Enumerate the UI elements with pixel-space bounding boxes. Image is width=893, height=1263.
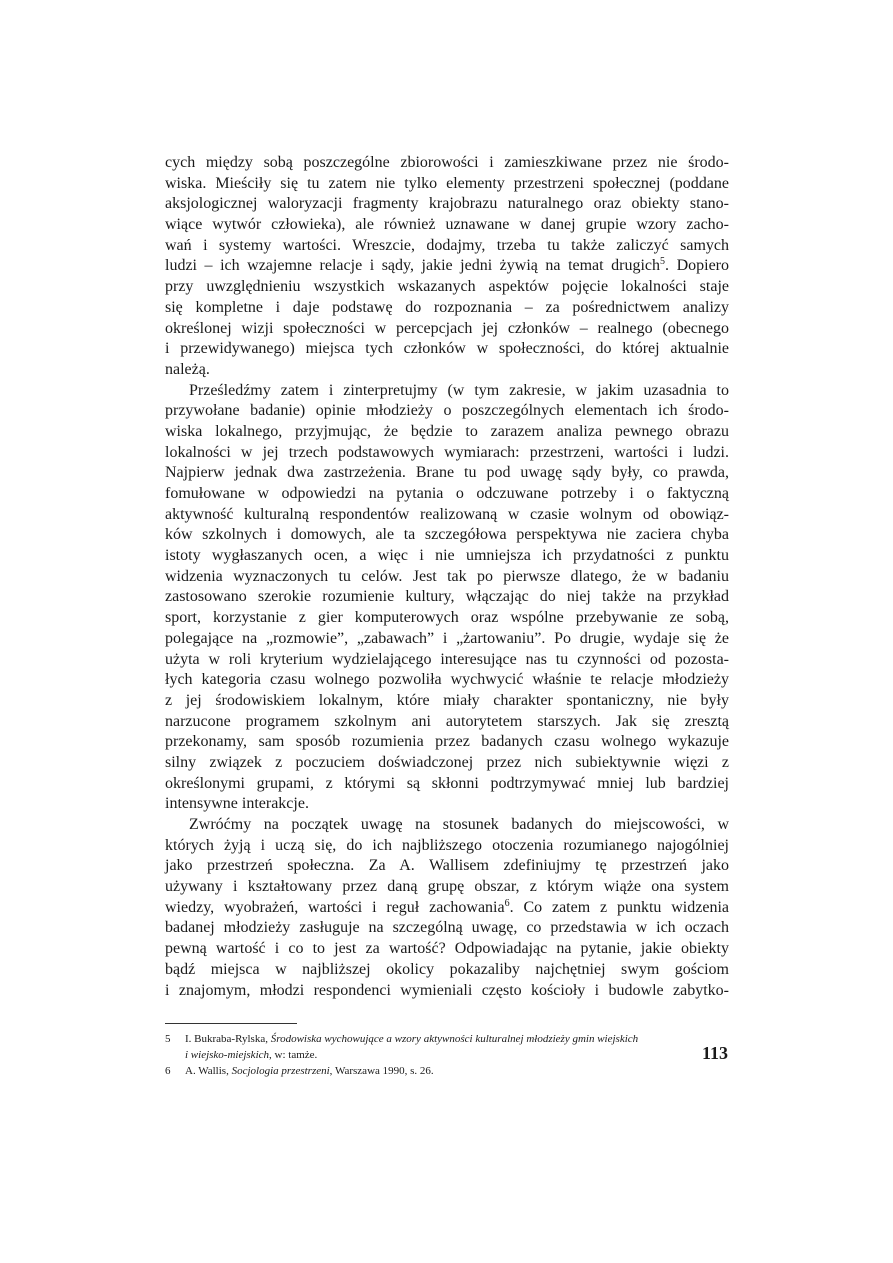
text-line: z jej środowiskiem lokalnym, które miały charakter spontaniczny, nie były: [165, 691, 729, 709]
text-line: intensywne interakcje.: [165, 795, 309, 813]
text-line: wiedzy, wyobrażeń, wartości i reguł zachowania$^6$. Co zatem z punktu widzenia: [165, 897, 729, 916]
footnote-6: [165, 1063, 729, 1079]
footnote-number: 5: [165, 1033, 171, 1045]
footnote-rest: , w: tamże.: [269, 1049, 318, 1061]
text-line: Najpierw jednak dwa zastrzeżenia. Brane tu pod uwagę sądy były, co prawda,: [165, 464, 729, 482]
footnote-text: [185, 1063, 434, 1079]
text-line: sport, korzystanie z gier komputerowych oraz wspólne przebywanie ze sobą,: [165, 609, 729, 627]
text-line: narzucone programem szkolnym ani autorytetem starszych. Jak się zresztą: [165, 712, 729, 730]
text-line: widzenia wyznaczonych tu celów. Jest tak po pierwsze dlatego, że w badaniu: [165, 567, 729, 585]
footnote-author: A. Wallis,: [185, 1065, 229, 1077]
text-line: ków szkolnych i domowych, ale ta szczegółowa perspektywa nie zaciera chyba: [165, 526, 729, 544]
text-line: wań i systemy wartości. Wreszcie, dodajmy, trzeba tu także zaliczyć samych: [165, 236, 729, 254]
text-line: łych kategoria czasu wolnego pozwoliła wychwycić właśnie te relacje młodzieży: [165, 671, 729, 689]
text-line: i znajomym, młodzi respondenci wymieniali często kościoły i budowle zabytko-: [165, 981, 729, 999]
text-line: pewną wartość i co to jest za wartość? Odpowiadając na pytanie, jakie obiekty: [165, 940, 729, 958]
text-line: badanej młodzieży zasługuje na szczególną uwagę, co przedstawia w ich oczach: [165, 919, 729, 937]
footnotes: [165, 1031, 729, 1079]
footnote-title: Środowiska wychowujące a wzory aktywności kulturalnej młodzieży gmin wiejskich: [270, 1033, 639, 1045]
text-line: jako przestrzeń społeczna. Za A. Wallisem zdefiniujmy tę przestrzeń jako: [165, 857, 729, 875]
text-line: cych między sobą poszczególne zbiorowości i zamieszkiwane przez nie środo-: [165, 154, 729, 171]
footnote-separator: [165, 1023, 297, 1024]
text-line: używany i kształtowany przez daną grupę obszar, z którym wiąże ona system: [165, 878, 729, 896]
text-line: istoty wygłaszanych ocen, a więc i nie umniejsza ich przydatności z punktu: [165, 547, 729, 565]
text-line: fomułowane w odpowiedzi na pytania o odczuwane potrzeby i o faktyczną: [165, 485, 729, 502]
footnote-5-continuation: [165, 1047, 729, 1063]
text-line: aksjologicznej waloryzacji fragmenty krajobrazu naturalnego oraz obiekty stano-: [165, 195, 729, 213]
paragraph: [165, 381, 729, 815]
footnote-5: [165, 1031, 729, 1047]
text-line: wiące wytwór człowieka), ale również uznawane w danej grupie wzory zacho-: [165, 216, 729, 234]
text-line: określonymi grupami, z którymi są skłonni podtrzymywać mniej lub bardziej: [165, 774, 729, 792]
text-line: przywołane badanie) opinie młodzieży o poszczególnych elementach ich środo-: [165, 402, 729, 420]
text-line: silny związek z poczuciem doświadczonej przez nich subiektywnie więzi z: [165, 753, 729, 771]
footnote-title-cont: i wiejsko-miejskich: [185, 1049, 270, 1061]
text-line: lokalności w jej trzech podstawowych wymiarach: przestrzeni, wartości i ludzi.: [165, 443, 729, 461]
footnote-rest: , Warszawa 1990, s. 26.: [329, 1065, 434, 1077]
text-line: użyta w roli kryterium wydzielającego interesujące nas tu czynności od pozosta-: [165, 650, 729, 668]
text-line: się kompletne i daje podstawę do rozpoznania – za pośrednictwem analizy: [165, 298, 729, 316]
footnote-title: Socjologia przestrzeni: [231, 1065, 330, 1077]
text-line: polegające na „rozmowie”, „zabawach” i „żartowaniu”. Po drugie, wydaje się że: [165, 629, 729, 647]
text-line: i przewidywanego) miejsca tych członków w społeczności, do której aktualnie: [165, 340, 729, 358]
text-line: Prześledźmy zatem i zinterpretujmy (w tym zakresie, w jakim uzasadnia to: [189, 381, 729, 399]
paragraph: [165, 815, 729, 1001]
text-line: przy uwzględnieniu wszystkich wskazanych aspektów pojęcie lokalności staje: [165, 278, 729, 296]
text-line: wiska. Mieściły się tu zatem nie tylko elementy przestrzeni społecznej (poddane: [165, 174, 729, 192]
footnote-text: [185, 1031, 638, 1047]
text-line: Zwróćmy na początek uwagę na stosunek badanych do miejscowości, w: [189, 816, 729, 833]
text-line: aktywność kulturalną respondentów realizowaną w czasie wolnym od obowiąz-: [165, 505, 729, 523]
text-line: bądź miejsca w najbliższej okolicy pokazaliby najchętniej swym gościom: [165, 960, 729, 978]
text-line: zastosowano szerokie rozumienie kultury, włączając do niej także na przykład: [165, 588, 729, 606]
body-text: [165, 153, 729, 1001]
text-line: określonej wizji społeczności w percepcjach jej członków – realnego (obecnego: [165, 319, 729, 337]
text-line: ludzi – ich wzajemne relacje i sądy, jakie jedni żywią na temat drugich$^5$. Dopiero: [165, 256, 729, 275]
footnote-ref: 5: [660, 256, 666, 268]
text-line: przekonamy, sam sposób rozumienia przez badanych czasu wolnego wykazuje: [165, 733, 729, 751]
page-number: 113: [701, 1043, 728, 1063]
footnote-author: I. Bukraba-Rylska,: [185, 1033, 268, 1045]
paragraph: [165, 153, 729, 381]
footnote-number: 6: [165, 1065, 171, 1077]
text-line: których żyją i uczą się, do ich najbliższego otoczenia rozumianego najogólniej: [165, 836, 729, 854]
text-line: należą.: [165, 360, 210, 378]
footnote-ref: 6: [504, 897, 510, 909]
text-line: wiska lokalnego, przyjmując, że będzie to zarazem analiza pewnego obrazu: [165, 422, 729, 440]
